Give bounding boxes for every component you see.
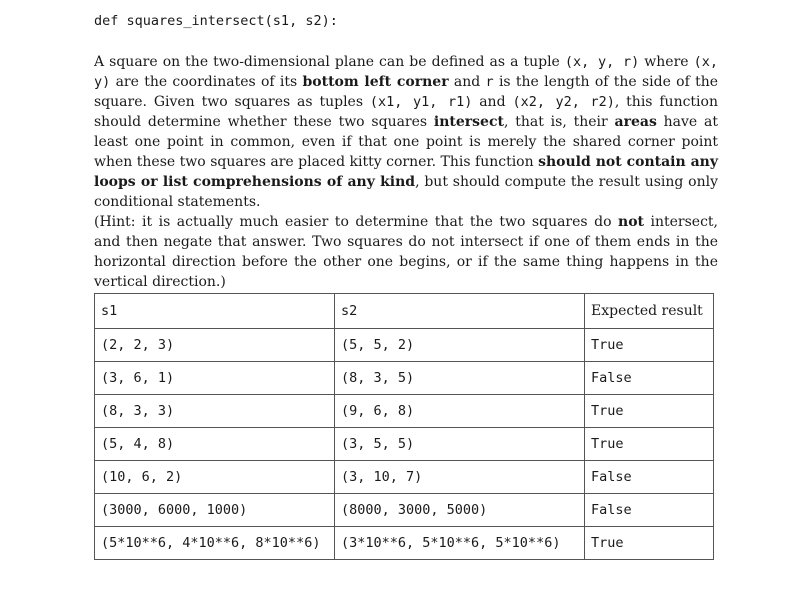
header-s2: s2 <box>335 294 585 329</box>
table-row <box>95 428 714 461</box>
cell-expected: True <box>585 428 714 461</box>
table-header-row <box>95 294 714 329</box>
cell-expected: True <box>585 329 714 362</box>
cell-s1: (5, 4, 8) <box>95 428 335 461</box>
table-row <box>95 461 714 494</box>
hint-paragraph: (Hint: it is actually much easier to determine that the two squares do not intersect, and then negate that answer. Two squares do not intersect if one of them ends in the horizontal direction before the other one begins, or if the same thing happens in the vertical direction.) <box>94 214 718 290</box>
cell-s2: (3*10**6, 5*10**6, 5*10**6) <box>335 527 585 560</box>
cell-s1: (3000, 6000, 1000) <box>95 494 335 527</box>
cell-s1: (10, 6, 2) <box>95 461 335 494</box>
cell-s2: (5, 5, 2) <box>335 329 585 362</box>
cell-s1: (2, 2, 3) <box>95 329 335 362</box>
cell-s1: (8, 3, 3) <box>95 395 335 428</box>
cell-expected: False <box>585 494 714 527</box>
table-row <box>95 362 714 395</box>
table-row <box>95 494 714 527</box>
function-signature: def squares_intersect(s1, s2): <box>94 13 338 29</box>
cell-s1: (3, 6, 1) <box>95 362 335 395</box>
cell-s1: (5*10**6, 4*10**6, 8*10**6) <box>95 527 335 560</box>
cell-expected: False <box>585 461 714 494</box>
cell-s2: (8000, 3000, 5000) <box>335 494 585 527</box>
description-paragraph: A square on the two-dimensional plane can be defined as a tuple (x, y, r) where (x, y) are the coordinates of its bottom left corner and r is the length of the side of the square. Given two squares as tuples (x1, y1, r1) and (x2, y2, r2), this function should determine whether these two squares intersect, that is, their areas have at least one point in common, even if that one point is merely the shared corner point when these two squares are placed kitty corner. This function should not contain any loops or list comprehensions of any kind, but should compute the result using only conditional statements. <box>94 54 719 210</box>
cell-s2: (3, 5, 5) <box>335 428 585 461</box>
cell-expected: True <box>585 395 714 428</box>
table-row <box>95 395 714 428</box>
cell-s2: (9, 6, 8) <box>335 395 585 428</box>
header-s1: s1 <box>95 294 335 329</box>
test-cases-table <box>94 293 714 560</box>
cell-s2: (3, 10, 7) <box>335 461 585 494</box>
cell-s2: (8, 3, 5) <box>335 362 585 395</box>
table-row <box>95 527 714 560</box>
header-expected-result: Expected result <box>585 294 714 329</box>
table-row <box>95 329 714 362</box>
cell-expected: False <box>585 362 714 395</box>
cell-expected: True <box>585 527 714 560</box>
